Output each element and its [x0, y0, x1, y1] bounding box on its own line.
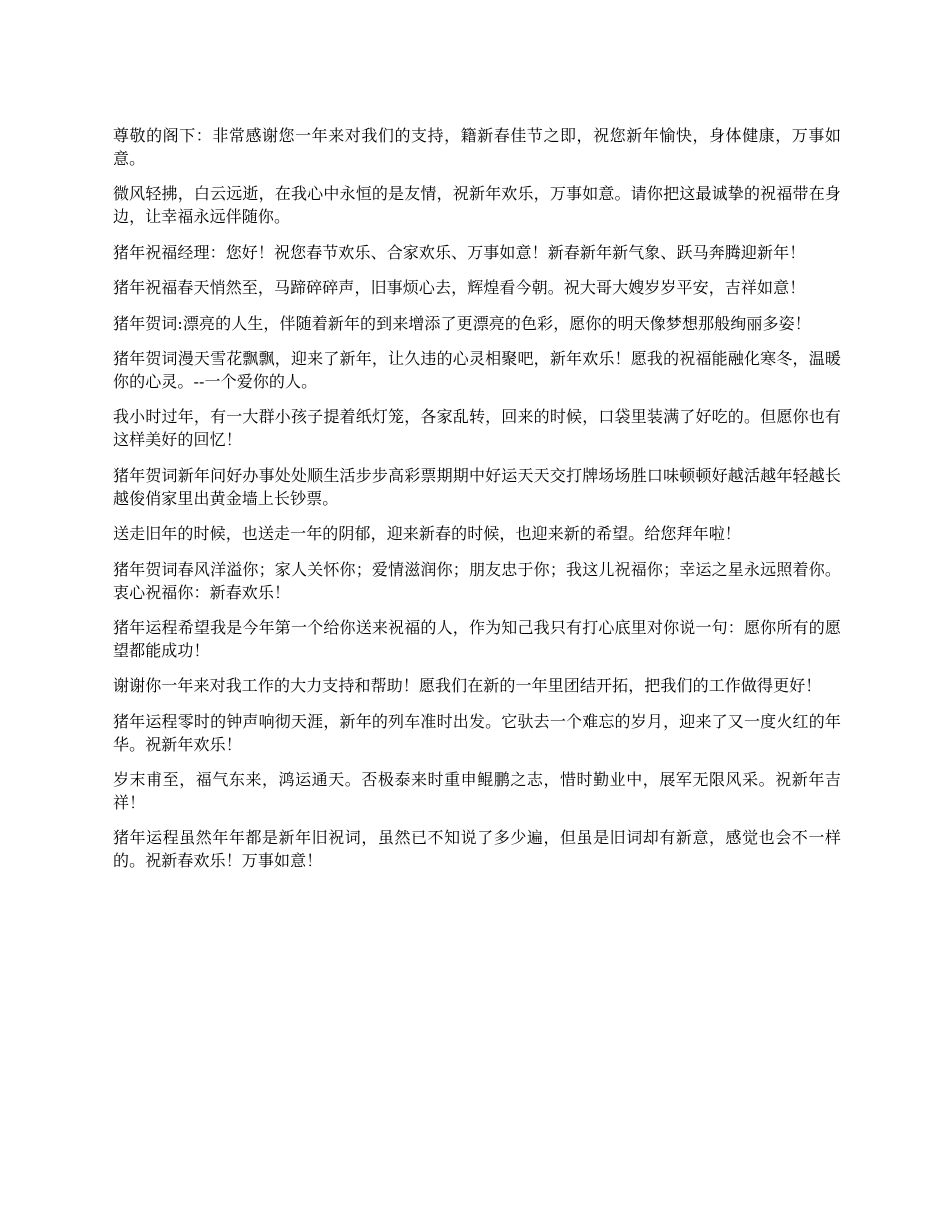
paragraph-14: 岁末甫至，福气东来，鸿运通天。否极泰来时重申鲲鹏之志，惜时勤业中，展军无限风采。祝新年吉祥！ — [113, 770, 841, 813]
paragraph-3: 猪年祝福经理：您好！祝您春节欢乐、合家欢乐、万事如意！新春新年新气象、跃马奔腾迎新年！ — [113, 242, 806, 262]
paragraph-6: 猪年贺词漫天雪花飘飘，迎来了新年，让久违的心灵相聚吧，新年欢乐！愿我的祝福能融化寒冬，温暖你的心灵。--一个爱你的人。 — [113, 348, 841, 391]
paragraph-7: 我小时过年，有一大群小孩子提着纸灯笼，各家乱转，回来的时候，口袋里装满了好吃的。但愿你也有这样美好的回忆！ — [113, 407, 841, 450]
paragraph-5: 猪年贺词:漂亮的人生，伴随着新年的到来增添了更漂亮的色彩，愿你的明天像梦想那般绚丽多姿！ — [113, 313, 811, 333]
paragraph-11: 猪年运程希望我是今年第一个给你送来祝福的人，作为知己我只有打心底里对你说一句：愿你所有的愿望都能成功！ — [113, 617, 841, 660]
paragraph-13: 猪年运程零时的钟声响彻天涯，新年的列车准时出发。它驮去一个难忘的岁月，迎来了又一度火红的年华。祝新年欢乐！ — [113, 711, 841, 754]
paragraph-8: 猪年贺词新年问好办事处处顺生活步步高彩票期期中好运天天交打牌场场胜口味顿顿好越活越年轻越长越俊俏家里出黄金墙上长钞票。 — [113, 465, 841, 508]
paragraph-10: 猪年贺词春风洋溢你；家人关怀你；爱情滋润你；朋友忠于你；我这儿祝福你；幸运之星永远照着你。衷心祝福你：新春欢乐！ — [113, 559, 841, 602]
paragraph-2: 微风轻拂，白云远逝，在我心中永恒的是友情，祝新年欢乐，万事如意。请你把这最诚挚的祝福带在身边，让幸福永远伴随你。 — [113, 184, 841, 227]
document-page — [113, 124, 841, 885]
paragraph-15: 猪年运程虽然年年都是新年旧祝词，虽然已不知说了多少遍，但虽是旧词却有新意，感觉也会不一样的。祝新春欢乐！万事如意！ — [113, 828, 841, 871]
paragraph-12: 谢谢你一年来对我工作的大力支持和帮助！愿我们在新的一年里团结开拓，把我们的工作做得更好！ — [113, 676, 822, 696]
paragraph-9: 送走旧年的时候，也送走一年的阴郁，迎来新春的时候，也迎来新的希望。给您拜年啦！ — [113, 524, 741, 544]
paragraph-4: 猪年祝福春天悄然至，马蹄碎碎声，旧事烦心去，辉煌看今朝。祝大哥大嫂岁岁平安，吉祥如意！ — [113, 278, 806, 298]
paragraph-1: 尊敬的阁下：非常感谢您一年来对我们的支持，籍新春佳节之即，祝您新年愉快，身体健康，万事如意。 — [113, 126, 841, 168]
